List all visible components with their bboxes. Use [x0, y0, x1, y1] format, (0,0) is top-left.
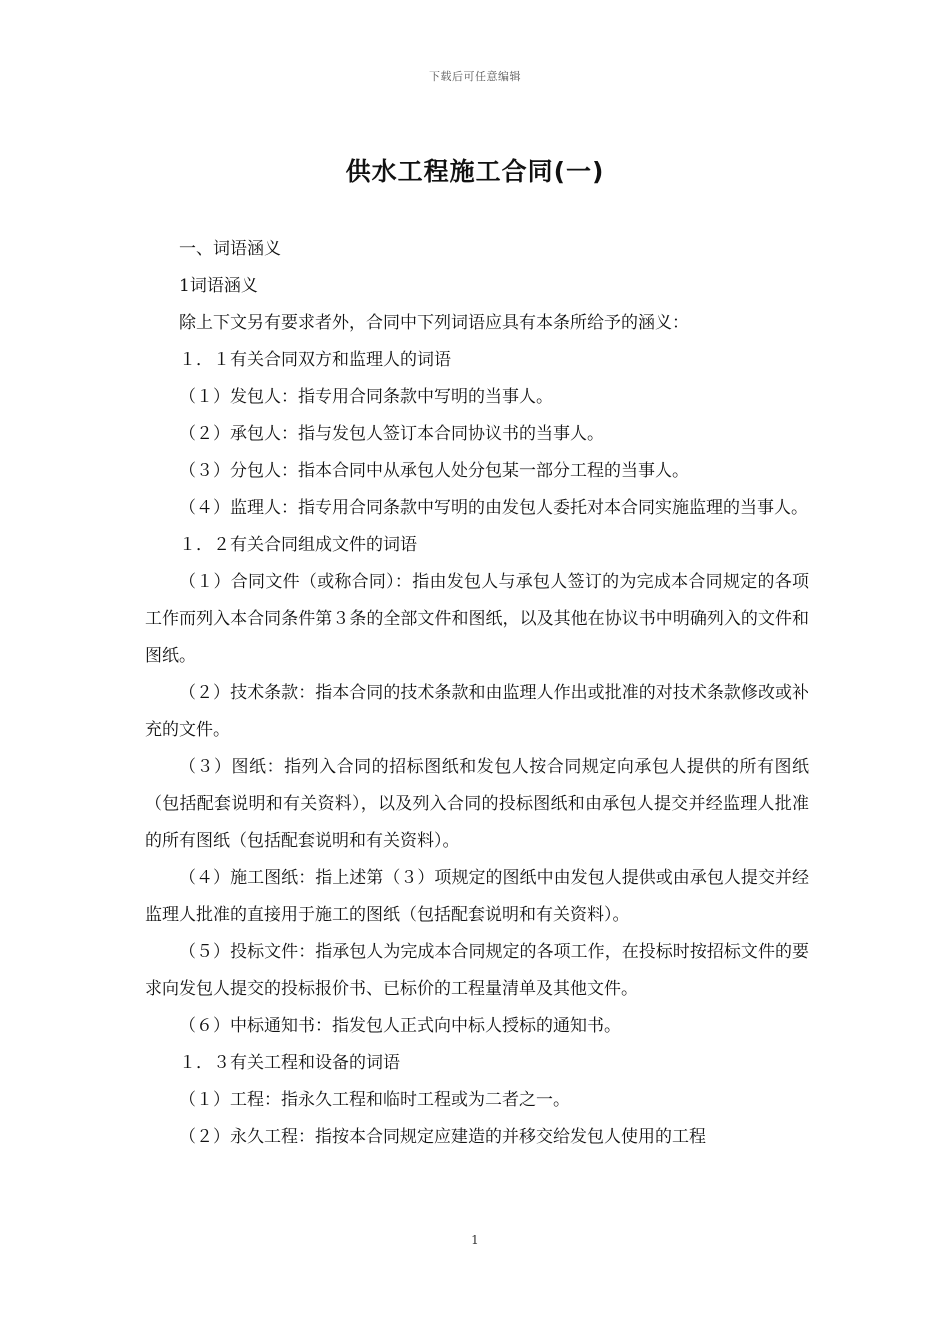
clause-heading: １．１有关合同双方和监理人的词语	[179, 350, 451, 370]
download-note: 下载后可任意编辑	[429, 70, 521, 83]
clause-item: （１）工程：指永久工程和临时工程或为二者之一。	[179, 1090, 570, 1110]
clause-item: （２）永久工程：指按本合同规定应建造的并移交给发包人使用的工程	[179, 1127, 706, 1147]
clause-item: （３）分包人：指本合同中从承包人处分包某一部分工程的当事人。	[179, 461, 689, 481]
clause-item: （２）技术条款：指本合同的技术条款和由监理人作出或批准的对技术条款修改或补充的文件。	[145, 683, 809, 740]
paragraph: 除上下文另有要求者外，合同中下列词语应具有本条所给予的涵义：	[179, 313, 689, 333]
clause-item: （６）中标通知书：指发包人正式向中标人授标的通知书。	[179, 1016, 621, 1036]
clause-item: （４）施工图纸：指上述第（３）项规定的图纸中由发包人提供或由承包人提交并经监理人批准的直接用于施工的图纸（包括配套说明和有关资料）。	[145, 868, 809, 925]
clause-item: （３）图纸：指列入合同的招标图纸和发包人按合同规定向承包人提供的所有图纸（包括配套说明和有关资料），以及列入合同的投标图纸和由承包人提交并经监理人批准的所有图纸（包括配套说明和有关资料）。	[145, 757, 809, 851]
document-title: 供水工程施工合同(一)	[345, 157, 605, 186]
page-number: 1	[471, 1233, 479, 1247]
section-heading: 一、词语涵义	[179, 239, 281, 259]
clause-item: （５）投标文件：指承包人为完成本合同规定的各项工作，在投标时按招标文件的要求向发包人提交的投标报价书、已标价的工程量清单及其他文件。	[145, 942, 809, 999]
clause-item: （４）监理人：指专用合同条款中写明的由发包人委托对本合同实施监理的当事人。	[179, 498, 808, 518]
document-body	[145, 231, 809, 1156]
clause-heading: １．２有关合同组成文件的词语	[179, 535, 417, 555]
clause-heading: １．３有关工程和设备的词语	[179, 1053, 400, 1073]
clause-item: （１）发包人：指专用合同条款中写明的当事人。	[179, 387, 553, 407]
clause-item: （１）合同文件（或称合同）：指由发包人与承包人签订的为完成本合同规定的各项工作而列入本合同条件第３条的全部文件和图纸，以及其他在协议书中明确列入的文件和图纸。	[145, 572, 809, 666]
clause-item: （２）承包人：指与发包人签订本合同协议书的当事人。	[179, 424, 604, 444]
subsection-heading: 1词语涵义	[179, 276, 258, 296]
